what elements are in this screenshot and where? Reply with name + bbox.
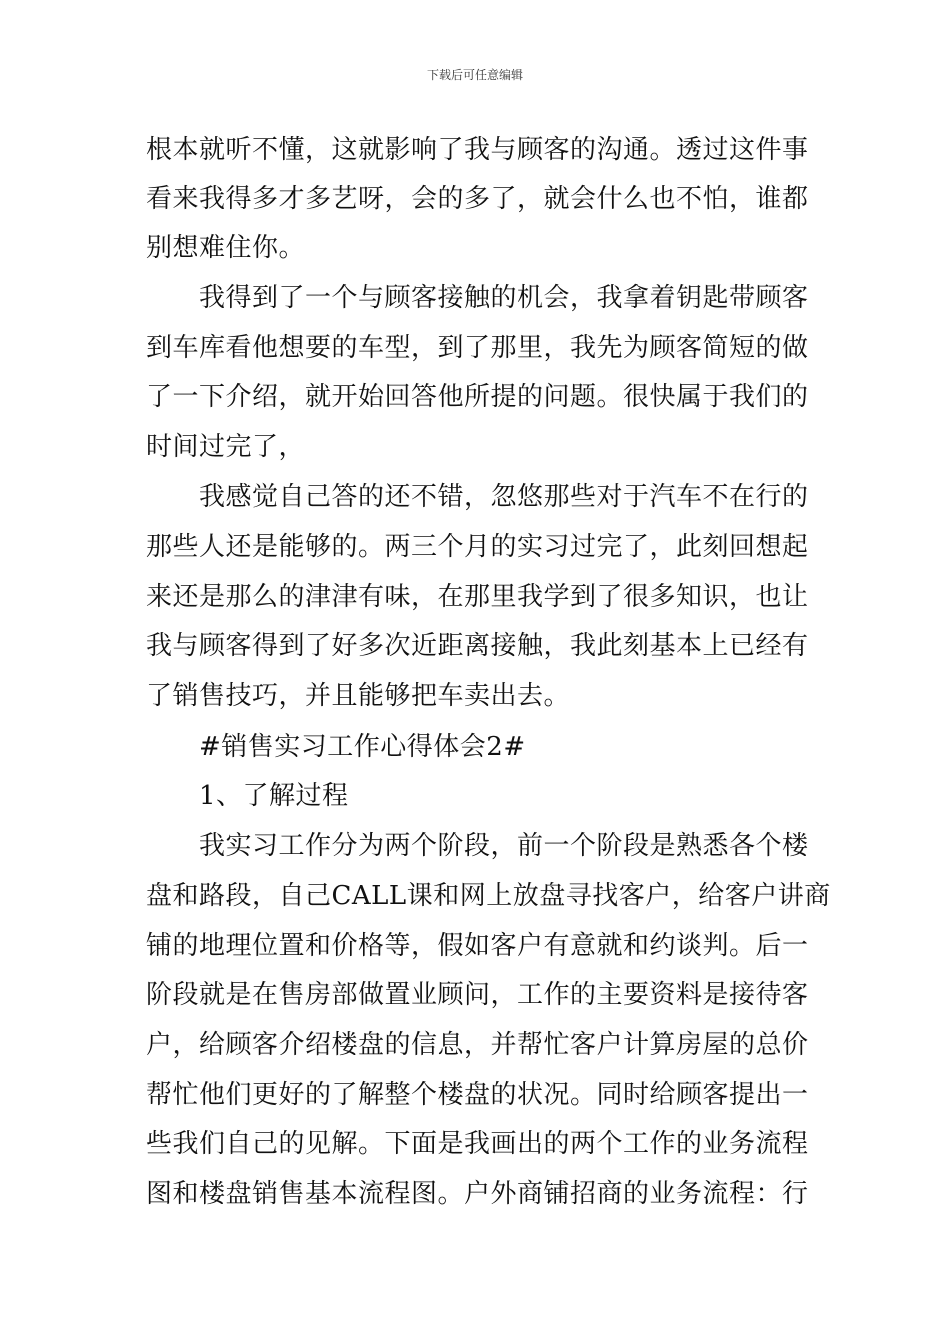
text-line: 时间过完了， [146,432,306,462]
text-line: 帮忙他们更好的了解整个楼盘的状况。同时给顾客提出一 [146,1080,809,1110]
subsection-heading: 1、了解过程 [146,781,349,811]
text-line: 了一下介绍，就开始回答他所提的问题。很快属于我们的 [146,382,809,412]
text-line: 我感觉自己答的还不错，忽悠那些对于汽车不在行的 [146,482,809,512]
section-heading: #销售实习工作心得体会2# [146,732,526,762]
page-header: 下载后可任意编辑 [426,68,523,82]
text-line: 些我们自己的见解。下面是我画出的两个工作的业务流程 [146,1129,809,1159]
text-line: 了销售技巧，并且能够把车卖出去。 [146,681,571,711]
text-line: 图和楼盘销售基本流程图。户外商铺招商的业务流程：行 [146,1179,809,1209]
text-line: 我实习工作分为两个阶段，前一个阶段是熟悉各个楼 [146,831,809,861]
text-line: 来还是那么的津津有味，在那里我学到了很多知识，也让 [146,582,809,612]
text-line: 别想难住你。 [146,233,306,263]
text-line: 铺的地理位置和价格等，假如客户有意就和约谈判。后一 [146,931,809,961]
text-line: 那些人还是能够的。两三个月的实习过完了，此刻回想起 [146,532,809,562]
text-line: 我得到了一个与顾客接触的机会，我拿着钥匙带顾客 [146,283,809,313]
text-line: 根本就听不懂，这就影响了我与顾客的沟通。透过这件事 [146,135,809,165]
text-line: 到车库看他想要的车型，到了那里，我先为顾客简短的做 [146,333,809,363]
text-line: 户，给顾客介绍楼盘的信息，并帮忙客户计算房屋的总价 [146,1030,809,1060]
text-line: 看来我得多才多艺呀，会的多了，就会什么也不怕，谁都 [146,184,809,214]
text-line: 盘和路段，自己CALL课和网上放盘寻找客户，给客户讲商 [146,881,831,911]
text-line: 阶段就是在售房部做置业顾问，工作的主要资料是接待客 [146,980,809,1010]
text-line: 我与顾客得到了好多次近距离接触，我此刻基本上已经有 [146,631,809,661]
